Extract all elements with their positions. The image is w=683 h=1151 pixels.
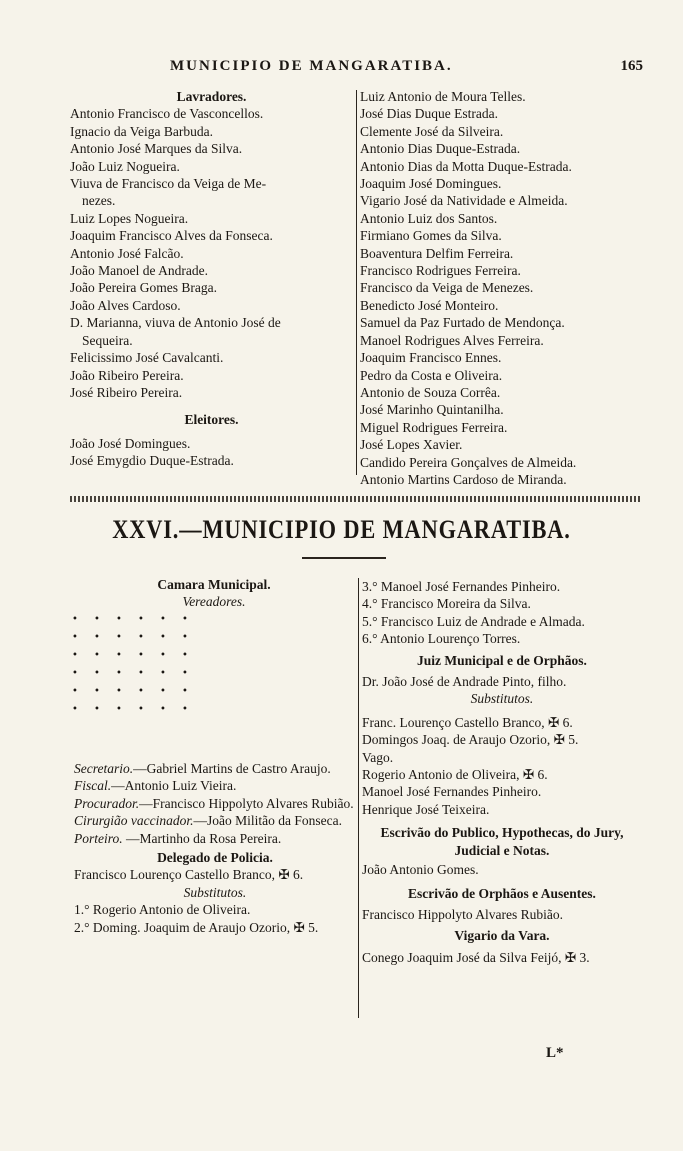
list-item: José Dias Duque Estrada. <box>360 106 498 122</box>
list-item: Antonio Luiz dos Santos. <box>360 210 498 226</box>
camara-heading: Camara Municipal. <box>157 577 271 592</box>
list-item: Firmiano Gomes da Silva. <box>360 228 502 244</box>
escrivao-orphaos-name: Francisco Hippolyto Alvares Rubião. <box>362 906 563 922</box>
list-item: Antonio Dias Duque-Estrada. <box>360 141 521 157</box>
list-item: 6.° Antonio Lourenço Torres. <box>362 631 521 647</box>
vereadores-placeholder-dots: • • • • • • • • • • • • • • • • • • • • • • • • • • • • • • • • • • • • <box>72 614 188 715</box>
list-item: Viuva de Francisco da Veiga de Me- <box>70 176 267 192</box>
lower-right-column <box>362 578 642 966</box>
list-item: Francisco Rodrigues Ferreira. <box>360 263 521 279</box>
list-item: D. Marianna, viuva de Antonio José de <box>70 315 281 331</box>
vigario-name: Conego Joaquim José da Silva Feijó, ✠ 3. <box>362 949 590 965</box>
section-title: XXVI.—MUNICIPIO DE MANGARATIBA. <box>112 515 571 544</box>
header-title: MUNICIPIO DE MANGARATIBA. <box>170 58 453 74</box>
list-item: Benedicto José Monteiro. <box>360 297 499 313</box>
list-item: Clemente José da Silveira. <box>360 123 504 139</box>
substitutos-subheading: Substitutos. <box>470 691 534 707</box>
list-item: José Emygdio Duque-Estrada. <box>70 453 234 469</box>
procurador-label: Procurador. <box>74 795 140 811</box>
fiscal-label: Fiscal. <box>74 778 112 794</box>
list-item: José Marinho Quintanilha. <box>360 402 504 418</box>
page-number: 165 <box>620 58 643 74</box>
list-item: Pedro da Costa e Oliveira. <box>360 367 503 383</box>
title-rule <box>302 557 386 559</box>
list-item: Miguel Rodrigues Ferreira. <box>360 419 508 435</box>
list-item: Francisco da Veiga de Menezes. <box>360 280 534 296</box>
ornamental-divider <box>70 496 642 502</box>
lower-left-column <box>74 576 354 611</box>
list-item: Henrique José Teixeira. <box>362 801 490 817</box>
list-item: Candido Pereira Gonçalves de Almeida. <box>360 454 577 470</box>
list-item: Antonio José Falcão. <box>70 245 184 261</box>
lower-left-officials <box>74 760 356 936</box>
list-item: Vago. <box>362 749 394 765</box>
list-item: Antonio Dias da Motta Duque-Estrada. <box>360 158 572 174</box>
list-item: 4.° Francisco Moreira da Silva. <box>362 596 531 612</box>
list-item: Boaventura Delfim Ferreira. <box>360 245 514 261</box>
list-item: Antonio José Marques da Silva. <box>70 141 243 157</box>
list-item: 3.° Manoel José Fernandes Pinheiro. <box>362 579 561 594</box>
list-item: José Ribeiro Pereira. <box>70 384 183 400</box>
lavradores-heading: Lavradores. <box>176 89 247 104</box>
secretario-name: —Gabriel Martins de Castro Araujo. <box>133 761 331 776</box>
escrivao-publico-heading: Escrivão do Publico, Hypothecas, do Jury, Judicial e Notas. <box>380 825 624 858</box>
list-item: Antonio Francisco de Vasconcellos. <box>70 106 264 122</box>
list-item: José Lopes Xavier. <box>360 437 463 453</box>
list-item: Luiz Antonio de Moura Telles. <box>360 89 526 104</box>
upper-left-column <box>70 88 353 470</box>
list-item: Franc. Lourenço Castello Branco, ✠ 6. <box>362 714 573 730</box>
list-item: Ignacio da Veiga Barbuda. <box>70 123 213 139</box>
list-item: Domingos Joaq. de Araujo Ozorio, ✠ 5. <box>362 732 579 748</box>
list-item: Felicissimo José Cavalcanti. <box>70 350 224 366</box>
list-item: Antonio Martins Cardoso de Miranda. <box>360 471 567 487</box>
list-item: João Luiz Nogueira. <box>70 158 180 174</box>
escrivao-orphaos-heading: Escrivão de Orphãos e Ausentes. <box>408 885 596 901</box>
list-item: 2.° Doming. Joaquim de Araujo Ozorio, ✠ 5. <box>74 919 319 935</box>
procurador-name: —Francisco Hippolyto Alvares Rubião. <box>139 795 354 811</box>
list-item: Joaquim Francisco Ennes. <box>360 350 502 366</box>
list-item: Luiz Lopes Nogueira. <box>70 210 189 226</box>
running-header <box>0 58 683 80</box>
column-divider-lower <box>358 578 359 1018</box>
cirurgiao-name: —João Militão da Fonseca. <box>193 813 342 829</box>
secretario-label: Secretario. <box>74 761 134 776</box>
juiz-name: Dr. João José de Andrade Pinto, filho. <box>362 674 567 690</box>
vigario-heading: Vigario da Vara. <box>454 928 550 944</box>
porteiro-name: —Martinho da Rosa Pereira. <box>122 830 282 846</box>
list-item: Samuel da Paz Furtado de Mendonça. <box>360 315 565 331</box>
list-item: 5.° Francisco Luiz de Andrade e Almada. <box>362 613 585 629</box>
list-item: Vigario José da Natividade e Almeida. <box>360 193 568 209</box>
delegado-name: Francisco Lourenço Castello Branco, ✠ 6. <box>74 867 304 883</box>
fiscal-name: —Antonio Luiz Vieira. <box>111 778 237 794</box>
list-item: Antonio de Souza Corrêa. <box>360 384 501 400</box>
escrivao-publico-name: João Antonio Gomes. <box>362 862 479 878</box>
list-item: 1.° Rogerio Antonio de Oliveira. <box>74 902 251 918</box>
list-item: Sequeira. <box>82 332 133 348</box>
column-divider <box>356 90 357 475</box>
list-item: Manoel Rodrigues Alves Ferreira. <box>360 332 544 348</box>
list-item: João Alves Cardoso. <box>70 297 181 313</box>
list-item: nezes. <box>82 193 116 209</box>
substitutos-subheading: Substitutos. <box>183 884 247 900</box>
list-item: João Ribeiro Pereira. <box>70 367 184 383</box>
list-item: João Manoel de Andrade. <box>70 263 208 279</box>
cirurgiao-label: Cirurgião vaccinador. <box>74 813 194 829</box>
list-item: João José Domingues. <box>70 435 191 451</box>
vereadores-subheading: Vereadores. <box>182 594 246 610</box>
porteiro-label: Porteiro. <box>74 830 123 846</box>
list-item: Joaquim Francisco Alves da Fonseca. <box>70 228 273 244</box>
list-item: João Pereira Gomes Braga. <box>70 280 217 296</box>
list-item: Joaquim José Domingues. <box>360 176 502 192</box>
upper-right-column <box>360 88 642 488</box>
eleitores-heading: Eleitores. <box>184 412 239 428</box>
signature-mark: L* <box>546 1045 564 1061</box>
list-item: Rogerio Antonio de Oliveira, ✠ 6. <box>362 767 548 783</box>
delegado-heading: Delegado de Policia. <box>157 850 273 866</box>
juiz-heading: Juiz Municipal e de Orphãos. <box>417 652 587 668</box>
list-item: Manoel José Fernandes Pinheiro. <box>362 784 542 800</box>
